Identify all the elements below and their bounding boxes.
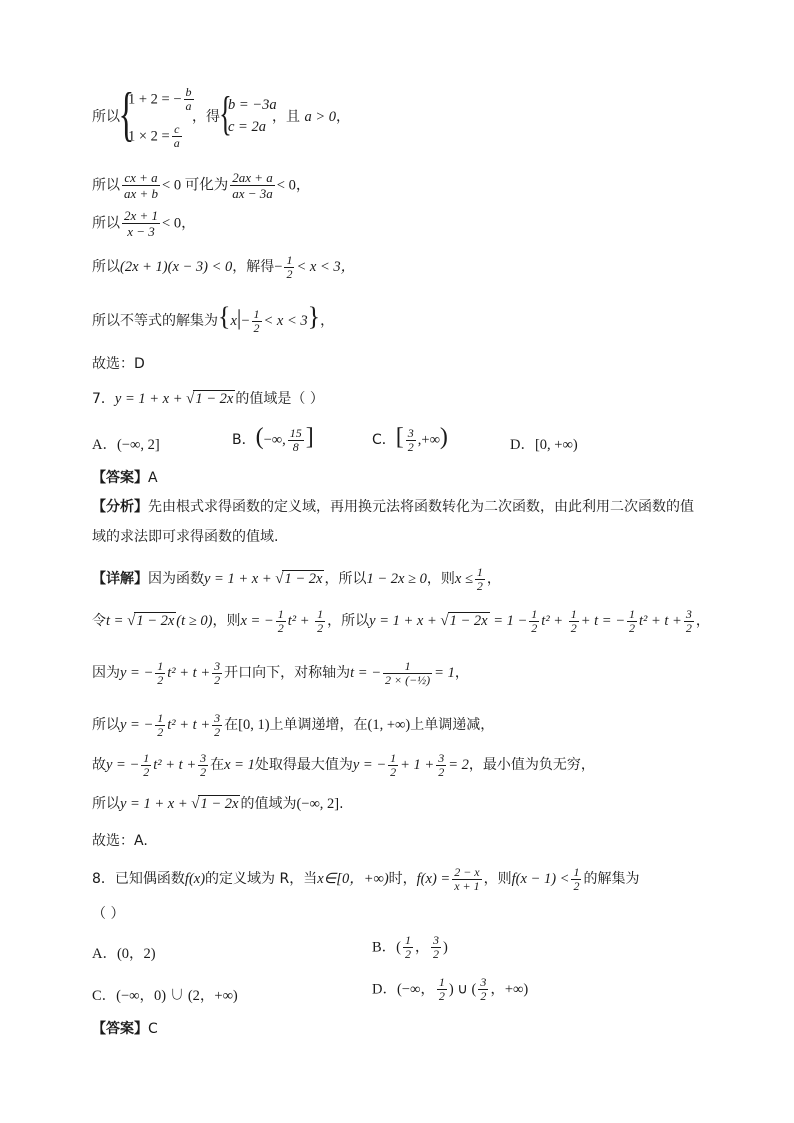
q7-choose [92,832,148,850]
answer-tag: 【答案】 [92,1021,148,1037]
text: A．(0，2) [92,946,156,962]
text: B．( [372,939,401,956]
text: 时， [388,871,417,887]
text: ，最小值为负无穷， [468,757,595,773]
q7-detail-1: 【详解】因为函数y = 1 + x + √1 − 2x ，所以1 − 2x ≥ 0，则x ≤ $\frac{1}{2}$ ， [92,564,501,593]
system-eq-1: 1 + 2 = − $\frac{b}{a}$ [128,85,192,113]
system-sol-1: b = −3a [228,97,277,113]
text-de [192,108,220,126]
q7-option-d [510,433,578,454]
left-brace: { [118,81,135,147]
math: (1, +∞) [367,717,411,733]
math: x∈[0，+∞) [317,871,389,887]
q7-detail-5: 故y = − $\frac{1}{2}$ t² + t + $\frac{3}{2}$ 在x = 1处取得最大值为y = − $\frac{1}{2}$ + 1 + $\frac{3}{2}$ = 2，最小值为负无穷， [92,750,595,779]
text: < 0， [276,177,311,194]
text: 所以 [92,717,120,733]
text: < 0， [162,215,196,232]
q7-detail-3: 因为y = − $\frac{1}{2}$ t² + t + $\frac{3}{2}$ 开口向下，对称轴为t = − $\frac{1}{\text{2 × (−½)}}$ = 1， [92,658,469,687]
text: ，则 [426,571,455,587]
math: x ≤ [454,571,473,587]
text: ，且 [272,109,300,125]
text: 所以 [92,215,120,232]
math: f(x) [184,871,206,887]
text: （ ） [92,906,125,922]
text: 所以 [92,109,120,125]
text: ，得 [192,109,220,125]
answer-value: A [148,470,158,486]
question-8-paren [92,905,124,923]
text: D．(−∞， [372,981,435,998]
q7-detail-6: 所以y = 1 + x + √1 − 2x 的值域为(−∞, 2]. [92,796,344,812]
q8-answer [92,1020,158,1038]
text: C． [372,432,396,448]
line-solve: 所以(2x + 1)(x − 3) < 0，解得− $\frac{1}{2}$ < x < 3， [92,252,356,281]
text: 故选：D [92,356,145,372]
text: 在 [210,757,225,773]
math: f(x − 1) < [511,871,570,887]
text: 在 [224,717,239,733]
text: ，则 [483,871,512,887]
text: 上单调递增，在 [269,717,368,733]
q7-option-c: C．[ $\frac{3}{2}$ ,+∞) [372,424,448,454]
text: 所以不等式的解集为 [92,313,218,329]
q8-option-a [92,942,156,963]
math: y = 1 + x + [114,391,187,407]
line-inequality: 所以 $\frac{cx + a}{ax + b}$ < 0 可化为 $\frac{2ax + a}{ax - 3a}$ < 0， [92,170,311,201]
question-7-stem: 7．y = 1 + x + √1 − 2x 的值域是（ ） [92,391,324,407]
text: 开口向下，对称轴为 [224,665,351,681]
q8-option-c [92,984,238,1005]
math: [0, 1) [238,717,270,733]
text: 处取得最大值为 [254,757,353,773]
text: ， [320,313,335,329]
system-sol-2: c = 2a [228,119,266,135]
question-8-stem: 8．已知偶函数f(x)的定义域为 R，当x∈[0，+∞)时，f(x) = $\frac{2 - x}{x + 1}$ ，则f(x − 1) < $\frac{1}{2}$ 的解集为 [92,864,640,893]
text: ，所以 [324,571,367,587]
analysis-tag: 【分析】 [92,499,148,515]
text: 因为 [92,665,120,681]
answer-tag: 【答案】 [92,470,148,486]
system-eq-2: 1 × 2 = $\frac{c}{a}$ [128,122,180,150]
line-solution-set: 所以不等式的解集为{x|− $\frac{1}{2}$ < x < 3}， [92,302,335,335]
text: ，解得 [232,259,275,275]
line-system [92,108,120,126]
text: ) [443,939,448,956]
q7-detail-4: 所以y = − $\frac{1}{2}$ t² + t + $\frac{3}{2}$ 在[0, 1)上单调递增，在(1, +∞)上单调递减， [92,710,495,739]
text: 的值域为 [240,796,297,812]
line-simplified: 所以 $\frac{2x + 1}{x - 3}$ < 0， [92,208,196,239]
math: 1 − 2x [195,391,234,407]
text: ， [415,939,429,956]
text-and [272,108,350,126]
math: (−∞, 2] [296,796,340,812]
text: 域的求法即可求得函数的值域. [92,529,279,545]
q7-analysis-1 [92,498,694,516]
math: x = 1 [224,757,255,773]
q7-answer [92,469,158,487]
text: 上单调递减， [410,717,495,733]
text: 8．已知偶函数 [92,871,185,887]
q7-option-b: B．(−∞, $\frac{15}{8}$ ] [232,424,314,454]
text: 的值域是（ ） [235,391,324,407]
text: B． [232,432,256,448]
detail-tag: 【详解】 [92,571,148,587]
text: ) ∪ ( [448,981,477,998]
text: ，+∞) [490,981,529,998]
text: A．(−∞, 2] [92,437,160,453]
text: 所以 [92,796,120,812]
text: D．[0, +∞) [510,437,578,453]
text: 先由根式求得函数的定义域，再用换元法将函数转化为二次函数，由此利用二次函数的值 [148,499,694,515]
text: ，所以 [327,613,370,629]
q7-detail-2: 令t = √1 − 2x (t ≥ 0)，则x = − $\frac{1}{2}$ t² + $\frac{1}{2}$ ，所以y = 1 + x + √1 − 2x = 1 − $\frac{1}{2}$ t² + $\frac{1}{2}$ + t = − $\frac{1}{2}$ t² + t + $\frac{3}{2}$ ， [92,606,710,635]
q8-option-b: B．( $\frac{1}{2}$ ， $\frac{3}{2}$ ) [372,933,448,961]
math: a > 0 [304,109,336,125]
q8-option-d: D．(−∞， $\frac{1}{2}$ ) ∪ ( $\frac{3}{2}$ ，+∞) [372,975,529,1003]
text: 故 [92,757,106,773]
math: < x < 3， [296,259,356,275]
q7-option-a [92,433,160,454]
text: 所以 [92,177,120,194]
math: (2x + 1)(x − 3) < 0 [120,259,233,275]
text: C．(−∞，0) ∪ (2，+∞) [92,988,238,1004]
text: . [339,796,344,812]
text: 所以 [92,259,120,275]
answer-value: C [148,1021,158,1037]
left-brace: { [219,87,232,140]
text: ， [486,571,501,587]
text: 的解集为 [583,871,640,887]
text: 故选：A. [92,833,148,849]
text: 的定义域为 R，当 [205,871,318,887]
text: ， [336,109,350,125]
math: 1 − 2x ≥ 0 [366,571,427,587]
q7-analysis-2 [92,528,278,546]
text: ，则 [212,613,241,629]
text: < 0 可化为 [162,177,229,194]
text: 7． [92,391,115,407]
line-choose-d [92,355,145,373]
text: 因为函数 [148,571,204,587]
text: 令 [92,613,106,629]
math: f(x) = [416,871,451,887]
